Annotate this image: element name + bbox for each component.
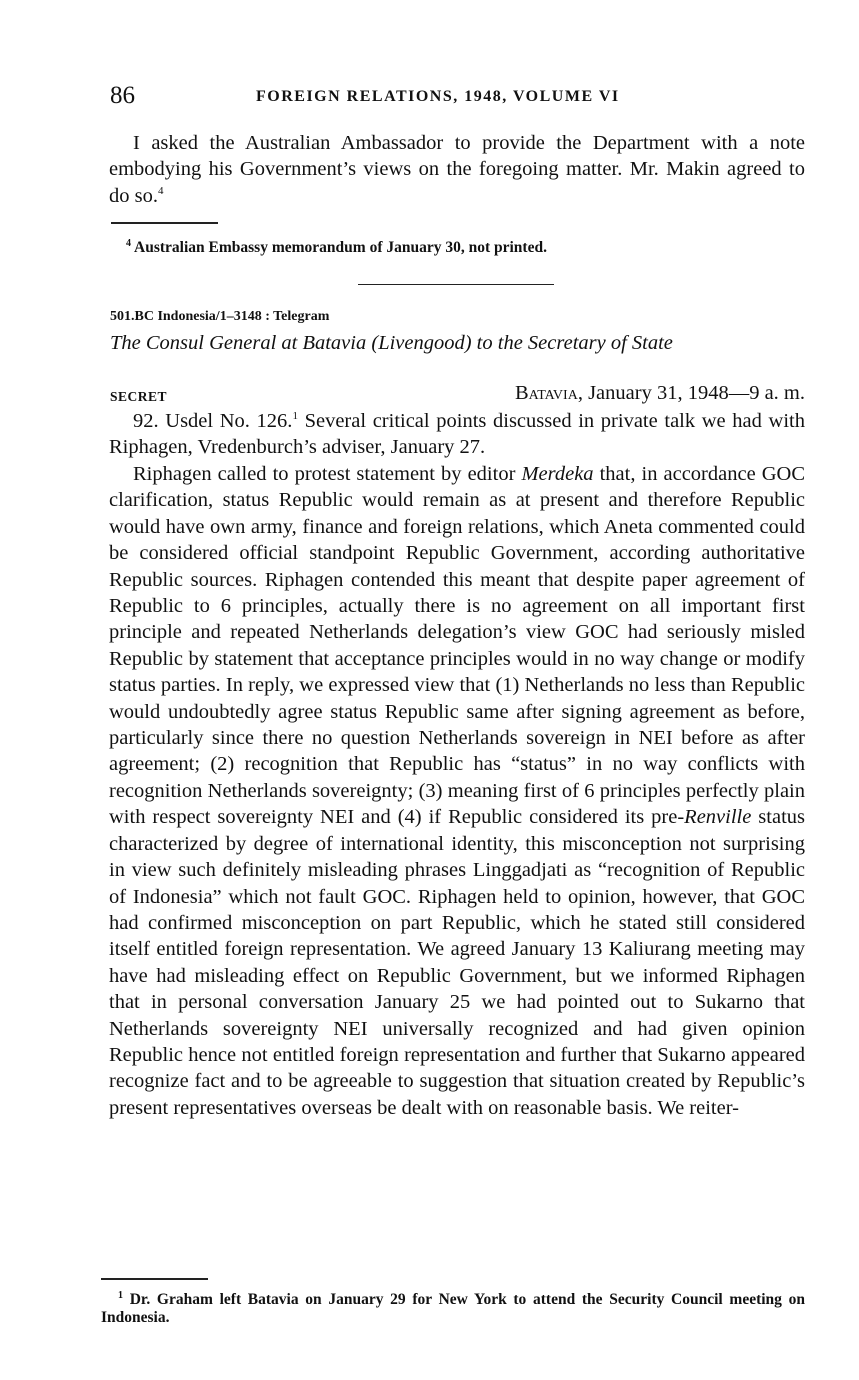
classification-label: SECRET	[110, 389, 168, 404]
intro-text: I asked the Australian Ambassador to provide the Department with a note embodying his Government’s views on the foregoing matter. Mr. Makin agreed to do so.	[109, 132, 805, 207]
footnote-4	[126, 235, 806, 257]
p2-renville: Renville	[684, 806, 752, 829]
page-header	[110, 82, 805, 112]
footnote-1	[101, 1287, 805, 1327]
body-paragraph-2	[109, 461, 805, 1121]
footnote-marker: 4	[126, 238, 131, 249]
footnote-divider-bottom	[101, 1278, 208, 1280]
section-divider	[358, 284, 554, 285]
dateline-place: Batavia,	[514, 382, 583, 404]
footnote-divider	[111, 222, 218, 224]
title-part-2: ) to the Secretary of State	[464, 332, 673, 354]
p2-merdeka: Merdeka	[521, 463, 594, 485]
footnote-marker-1: 1	[118, 1290, 123, 1301]
footnote-text: Australian Embassy memorandum of January 30, not printed.	[134, 239, 547, 257]
title-part-1: The Consul General at Batavia (	[110, 332, 379, 354]
document-title	[110, 332, 810, 355]
footnote-ref-1[interactable]: 1	[292, 410, 298, 423]
title-name: Livengood	[378, 332, 465, 354]
document-file-reference: 501.BC Indonesia/1–3148 : Telegram	[110, 309, 330, 324]
running-head: FOREIGN RELATIONS, 1948, VOLUME VI	[256, 88, 620, 105]
dateline-date: January 31, 1948—9 a. m.	[588, 382, 805, 404]
intro-paragraph	[109, 130, 805, 209]
p1-text-a: 92. Usdel No. 126.	[133, 410, 293, 432]
footnote-1-text: Dr. Graham left Batavia on January 29 for New York to attend the Security Council meeting on Indonesia.	[101, 1291, 805, 1327]
p2-text-b: that, in accordance GOC clarification, status Republic would remain as at present and therefore Republic would have own army, finance and foreign relations, which Aneta commented could be considered official standpoint Republic Government, according authoritative Republic sources. Riphagen contended this meant that despite paper agreement of Republic to 6 principles, actually there is no agreement on all important first principle and repeated Netherlands delegation’s view GOC had seriously misled Republic by statement that acceptance principles would in no way change or modify status parties. In reply, we expressed view that (1) Netherlands no less than Republic would undoubtedly agree status Republic same after signing agreement as before, particularly since there no question Netherlands sovereign in NEI before as after agreement; (2) recognition that Republic has “status” in no way conflicts with recognition Netherlands sovereignty; (3) meaning first of 6 principles perfectly plain with respect sovereignty NEI and (4) if Republic considered its pre-	[109, 463, 805, 829]
p1-text-b: Several critical points discussed in private talk we had with Riphagen, Vredenburch’s adviser, January 27.	[109, 410, 805, 459]
dateline	[515, 382, 805, 405]
page-number: 86	[110, 82, 135, 109]
footnote-ref-4[interactable]: 4	[157, 184, 164, 197]
body-paragraph-1	[109, 408, 805, 461]
p2-text-c: status characterized by degree of international identity, this misconception not surprising in view such definitely misleading phrases Linggadjati as “recognition of Republic of Indonesia” which not fault GOC. Riphagen held to opinion, however, that GOC had confirmed misconception on part Republic, which he stated still considered itself entitled foreign representation. We agreed January 13 Kaliurang meeting may have had misleading effect on Republic Government, but we informed Riphagen that in personal conversation January 25 we had pointed out to Sukarno that Netherlands sovereignty NEI universally recognized and had given opinion Republic hence not entitled foreign representation and further that Sukarno appeared recognize fact and to be agreeable to suggestion that situation created by Republic’s present representatives overseas be dealt with on reasonable basis. We reiter-	[109, 806, 805, 1119]
p2-text-a: Riphagen called to protest statement by editor	[133, 463, 522, 485]
